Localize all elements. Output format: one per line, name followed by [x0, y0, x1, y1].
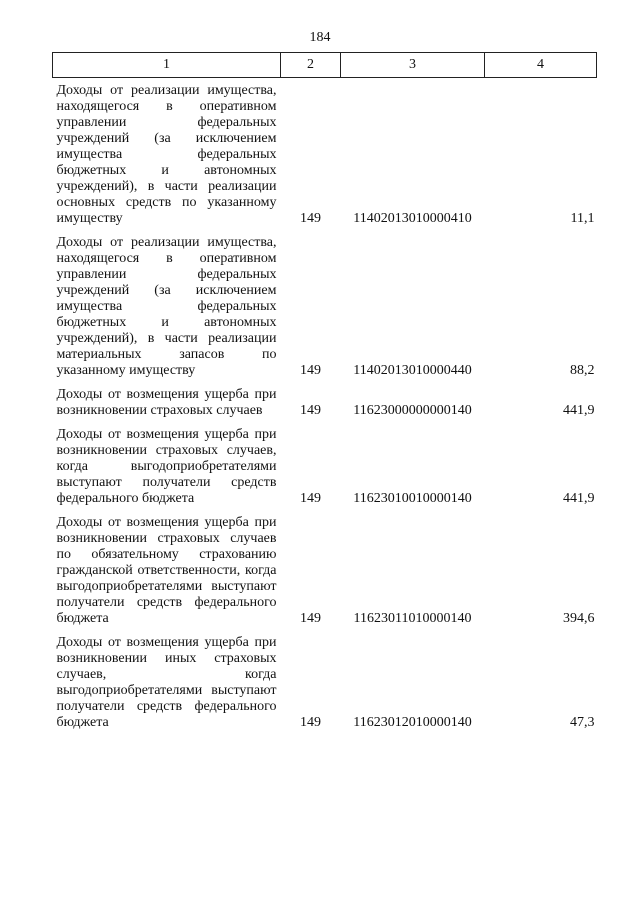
column-header-3: 3	[341, 53, 485, 78]
row-description: Доходы от реализации имущества, находящегося в оперативном управлении федеральных учреждений (за исключением имущества федеральных бюджетных и автономных учреждений), в части реализации основных средств по указанному имуществу	[56, 83, 277, 226]
column-header-2: 2	[281, 53, 341, 78]
table-row	[53, 235, 597, 387]
row-amount: 88,2	[570, 363, 595, 378]
table-row	[53, 387, 597, 427]
row-kbk-code: 11402013010000410	[353, 211, 472, 226]
column-header-1: 1	[53, 53, 281, 78]
table-row	[53, 427, 597, 515]
row-amount: 394,6	[563, 611, 595, 626]
row-amount: 441,9	[563, 491, 595, 506]
table-header	[53, 53, 597, 78]
row-description: Доходы от возмещения ущерба при возникновении страховых случаев	[56, 387, 277, 418]
page-number: 184	[309, 30, 331, 45]
row-admin-code: 149	[300, 403, 321, 418]
row-kbk-code: 11623000000000140	[353, 403, 472, 418]
row-amount: 47,3	[570, 715, 595, 730]
row-description: Доходы от возмещения ущерба при возникновении страховых случаев по обязательному страхованию гражданской ответственности, когда выгодоприобретателями выступают получатели средств федерального бюджета	[56, 515, 277, 626]
row-amount: 441,9	[563, 403, 595, 418]
table-row	[53, 635, 597, 739]
column-header-4: 4	[485, 53, 597, 78]
row-description: Доходы от возмещения ущерба при возникновении страховых случаев, когда выгодоприобретателями выступают получатели средств федерального бюджета	[56, 427, 277, 506]
row-kbk-code: 11623010010000140	[353, 491, 472, 506]
row-admin-code: 149	[300, 491, 321, 506]
row-description: Доходы от реализации имущества, находящегося в оперативном управлении федеральных учреждений (за исключением имущества федеральных бюджетных и автономных учреждений), в части реализации материальных запасов по указанному имуществу	[56, 235, 277, 378]
header-row	[53, 53, 597, 78]
table-row	[53, 515, 597, 635]
row-amount: 11,1	[570, 211, 595, 226]
table-row	[53, 78, 597, 236]
row-admin-code: 149	[300, 715, 321, 730]
row-admin-code: 149	[300, 211, 321, 226]
row-kbk-code: 11402013010000440	[353, 363, 472, 378]
row-admin-code: 149	[300, 363, 321, 378]
table-body	[53, 78, 597, 740]
row-kbk-code: 11623012010000140	[353, 715, 472, 730]
row-admin-code: 149	[300, 611, 321, 626]
row-kbk-code: 11623011010000140	[353, 611, 472, 626]
row-description: Доходы от возмещения ущерба при возникновении иных страховых случаев, когда выгодоприобретателями выступают получатели средств федерального бюджета	[56, 635, 277, 730]
revenue-table	[52, 52, 597, 739]
